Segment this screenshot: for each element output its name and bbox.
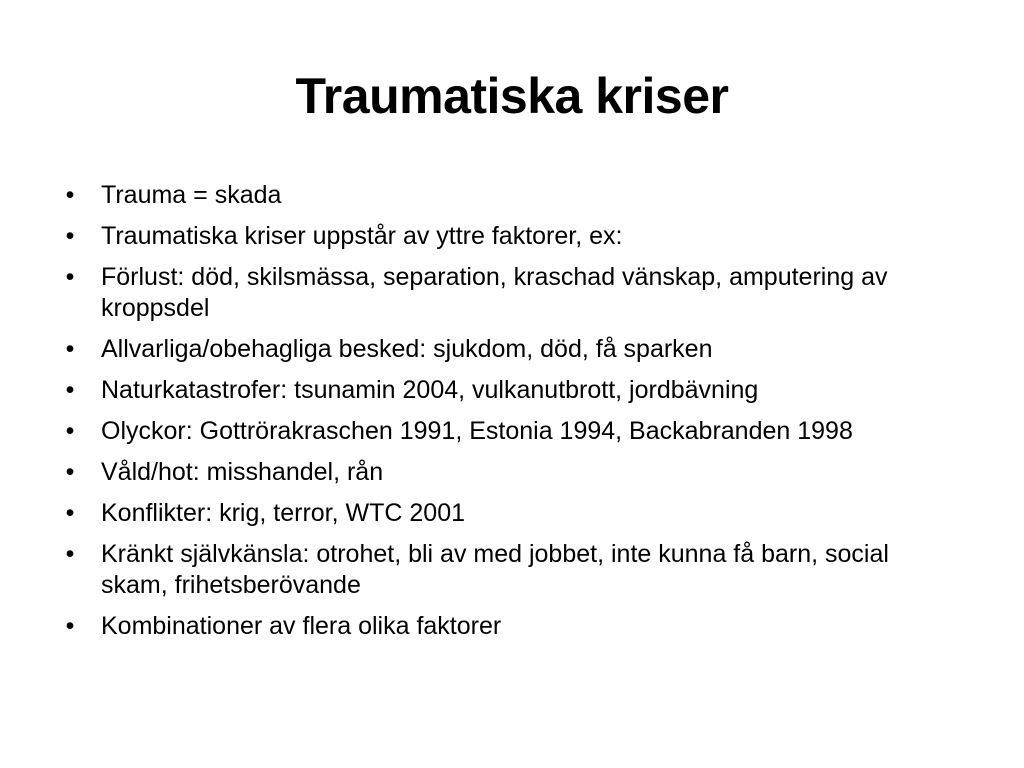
bullet-text: Naturkatastrofer: tsunamin 2004, vulkanutbrott, jordbävning <box>101 376 759 404</box>
bullet-text: Olyckor: Gottrörakraschen 1991, Estonia 1994, Backabranden 1998 <box>101 417 853 445</box>
bullet-marker: • <box>65 540 75 568</box>
bullet-marker: • <box>65 376 75 404</box>
bullet-marker: • <box>65 499 75 527</box>
bullet-item <box>60 221 960 252</box>
slide-title: Traumatiska kriser <box>295 68 729 124</box>
bullet-text: Allvarliga/obehagliga besked: sjukdom, död, få sparken <box>101 335 713 363</box>
bullet-text: Traumatiska kriser uppstår av yttre faktorer, ex: <box>101 222 623 250</box>
bullet-text: Förlust: död, skilsmässa, separation, kraschad vänskap, amputering av kroppsdel <box>101 263 888 322</box>
bullet-item <box>60 611 960 642</box>
bullet-marker: • <box>65 263 75 291</box>
bullet-item <box>60 262 960 324</box>
bullet-marker: • <box>65 335 75 363</box>
bullet-text: Trauma = skada <box>101 181 282 209</box>
bullet-item <box>60 416 960 447</box>
bullet-item <box>60 539 960 601</box>
bullet-text: Kombinationer av flera olika faktorer <box>101 612 502 640</box>
bullet-item <box>60 334 960 365</box>
bullet-list <box>60 180 960 652</box>
bullet-item <box>60 375 960 406</box>
bullet-item <box>60 498 960 529</box>
bullet-marker: • <box>65 417 75 445</box>
bullet-text: Kränkt självkänsla: otrohet, bli av med jobbet, inte kunna få barn, social skam, frihetsberövande <box>101 540 889 599</box>
bullet-marker: • <box>65 612 75 640</box>
bullet-marker: • <box>65 222 75 250</box>
bullet-text: Konflikter: krig, terror, WTC 2001 <box>101 499 466 527</box>
bullet-marker: • <box>65 181 75 209</box>
bullet-marker: • <box>65 458 75 486</box>
bullet-item <box>60 457 960 488</box>
bullet-text: Våld/hot: misshandel, rån <box>101 458 384 486</box>
bullet-item <box>60 180 960 211</box>
